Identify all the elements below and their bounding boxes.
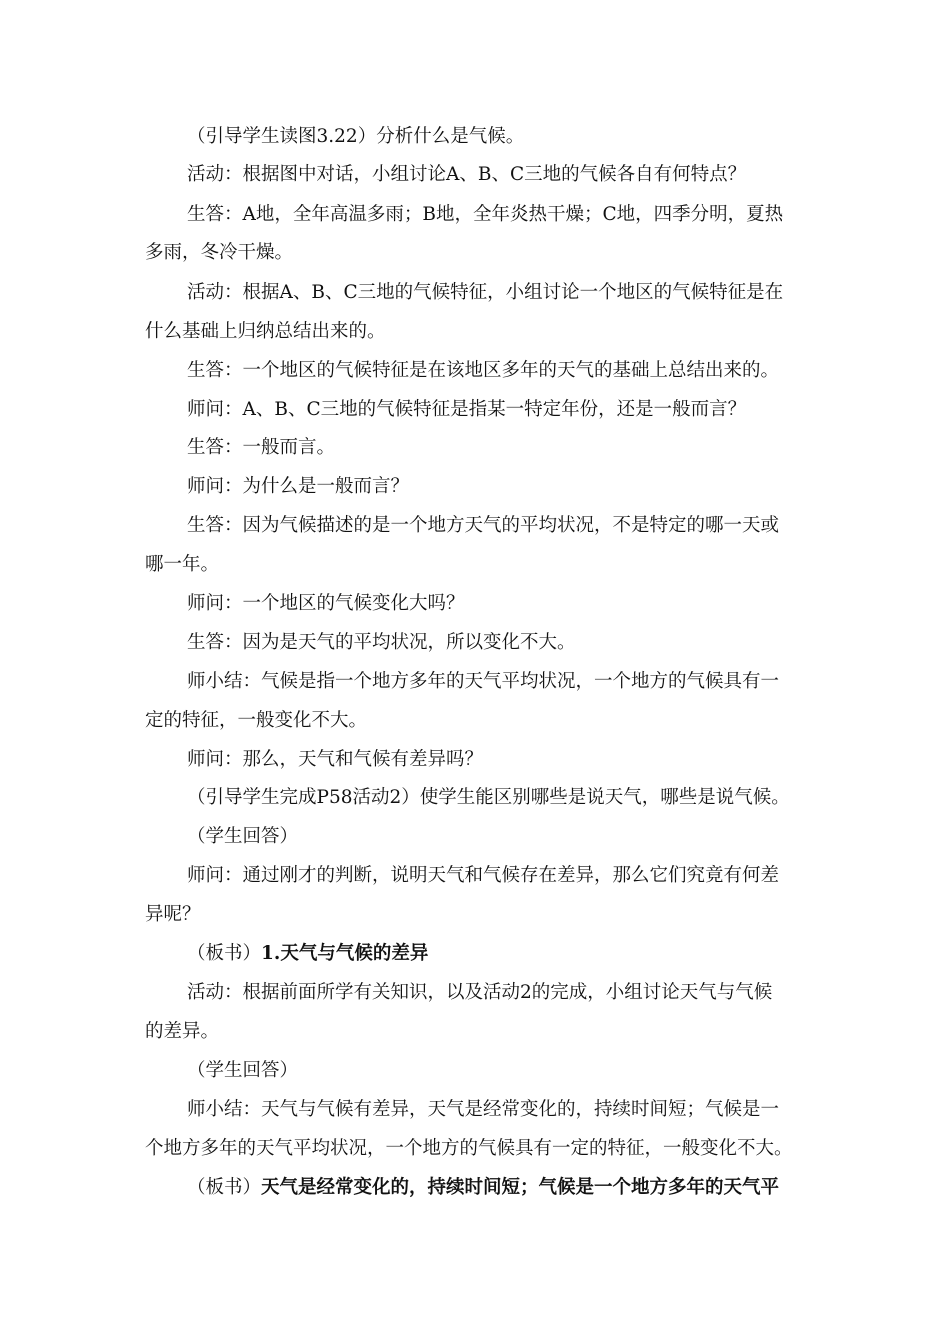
paragraph-line: 师问：A、B、C三地的气候特征是指某一特定年份，还是一般而言？ [187,399,747,420]
board-prefix: （板书） [187,943,262,964]
paragraph-line: 生答：因为气候描述的是一个地方天气的平均状况，不是特定的哪一天或 [187,515,780,536]
paragraph-line: 师问：那么，天气和气候有差异吗？ [187,749,484,770]
paragraph-line: 师小结：气候是指一个地方多年的天气平均状况，一个地方的气候具有一 [187,671,780,692]
paragraph-line: （引导学生读图3.22）分析什么是气候。 [187,126,525,147]
board-summary-text: 天气是经常变化的，持续时间短；气候是一个地方多年的天气平 [261,1177,780,1198]
paragraph-line: （学生回答） [187,1060,299,1081]
paragraph-line: 什么基础上归纳总结出来的。 [145,321,386,342]
paragraph-line: （引导学生完成P58活动2）使学生能区别哪些是说天气，哪些是说气候。 [187,787,790,808]
paragraph-line: 生答：一个地区的气候特征是在该地区多年的天气的基础上总结出来的。 [187,360,780,381]
paragraph-line: 生答：一般而言。 [187,437,336,458]
paragraph-line: 师问：一个地区的气候变化大吗？ [187,593,465,614]
paragraph-line: （学生回答） [187,826,299,847]
paragraph-line: 活动：根据前面所学有关知识，以及活动2的完成，小组讨论天气与气候 [187,982,773,1003]
paragraph-line: 哪一年。 [145,554,220,575]
paragraph-line: 个地方多年的天气平均状况，一个地方的气候具有一定的特征，一般变化不大。 [145,1138,793,1159]
paragraph-line: 异呢？ [145,904,201,925]
paragraph-line: 师问：通过刚才的判断，说明天气和气候存在差异，那么它们究竟有何差 [187,865,780,886]
paragraph-line: 活动：根据图中对话，小组讨论A、B、C三地的气候各自有何特点？ [187,164,747,185]
paragraph-line: 的差异。 [145,1021,220,1042]
paragraph-line: 师问：为什么是一般而言？ [187,476,410,497]
board-prefix: （板书） [187,1177,262,1198]
board-heading [0,942,950,966]
paragraph-line: 活动：根据A、B、C三地的气候特征，小组讨论一个地区的气候特征是在 [187,282,784,303]
paragraph-line: 生答：A地，全年高温多雨；B地，全年炎热干燥；C地，四季分明，夏热 [187,204,784,225]
board-summary [0,1176,950,1200]
board-heading-text: 1.天气与气候的差异 [261,943,429,964]
paragraph-line: 生答：因为是天气的平均状况，所以变化不大。 [187,632,576,653]
paragraph-line: 定的特征，一般变化不大。 [145,710,368,731]
paragraph-line: 师小结：天气与气候有差异，天气是经常变化的，持续时间短；气候是一 [187,1099,780,1120]
paragraph-line: 多雨，冬冷干燥。 [145,242,294,263]
